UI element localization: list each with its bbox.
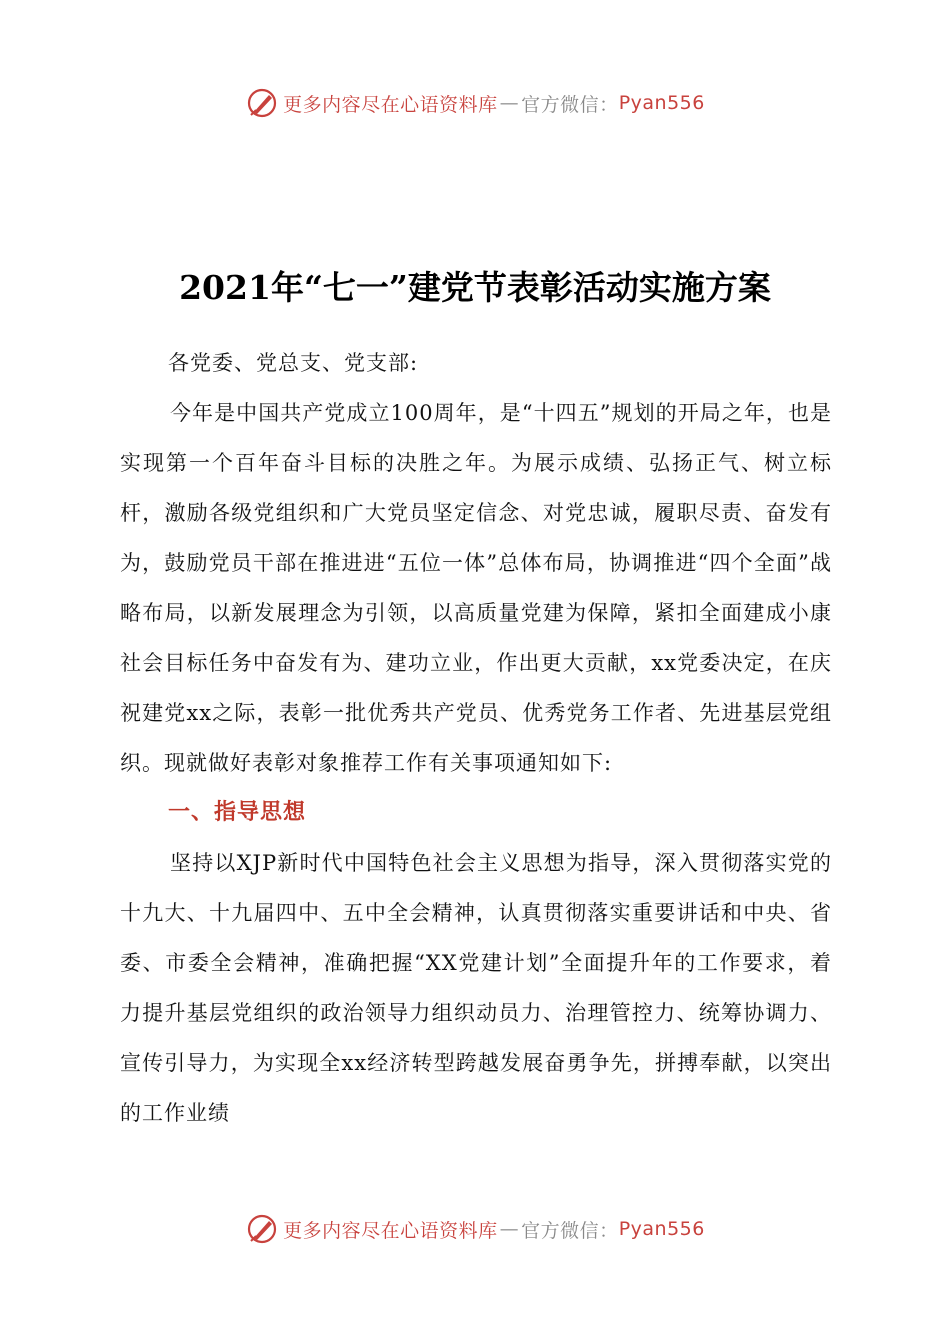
watermark-separator: — [499, 1218, 520, 1240]
document-title: 2021年“七一”建党节表彰活动实施方案 [179, 268, 771, 307]
footer-watermark [0, 1212, 950, 1246]
quill-logo-icon [245, 86, 279, 120]
watermark-brand: 更多内容尽在心语资料库 [283, 93, 498, 116]
watermark-label: 官方微信： [521, 93, 619, 116]
document-body [120, 338, 832, 1138]
quill-logo-icon [245, 1212, 279, 1246]
watermark-wechat-id: Pyan556 [618, 92, 705, 114]
section-paragraph: 坚持以XJP新时代中国特色社会主义思想为指导，深入贯彻落实党的十九大、十九届四中、五中全会精神，认真贯彻落实重要讲话和中央、省委、市委全会精神，准确把握“XX党建计划”全面提升年的工作要求，着力提升基层党组织的政治领导力组织动员力、治理管控力、统筹协调力、宣传引导力，为实现全xx经济转型跨越发展奋勇争先，拼搏奉献，以突出的工作业绩 [120, 851, 832, 1125]
header-watermark [0, 86, 950, 120]
watermark-label: 官方微信： [521, 1219, 619, 1242]
watermark-wechat-id: Pyan556 [618, 1218, 705, 1240]
salutation: 各党委、党总支、党支部: [168, 351, 419, 375]
intro-paragraph: 今年是中国共产党成立100周年，是“十四五”规划的开局之年，也是实现第一个百年奋斗目标的决胜之年。为展示成绩、弘扬正气、树立标杆，激励各级党组织和广大党员坚定信念、对党忠诚，履职尽责、奋发有为，鼓励党员干部在推进进“五位一体”总体布局，协调推进“四个全面”战略布局，以新发展理念为引领，以高质量党建为保障，紧扣全面建成小康社会目标任务中奋发有为、建功立业，作出更大贡献，xx党委决定，在庆祝建党xx之际，表彰一批优秀共产党员、优秀党务工作者、先进基层党组织。现就做好表彰对象推荐工作有关事项通知如下: [120, 401, 832, 775]
watermark-separator: — [499, 92, 520, 114]
watermark-brand: 更多内容尽在心语资料库 [283, 1219, 498, 1242]
section-heading-guiding-ideology: 一、指导思想 [168, 800, 307, 825]
